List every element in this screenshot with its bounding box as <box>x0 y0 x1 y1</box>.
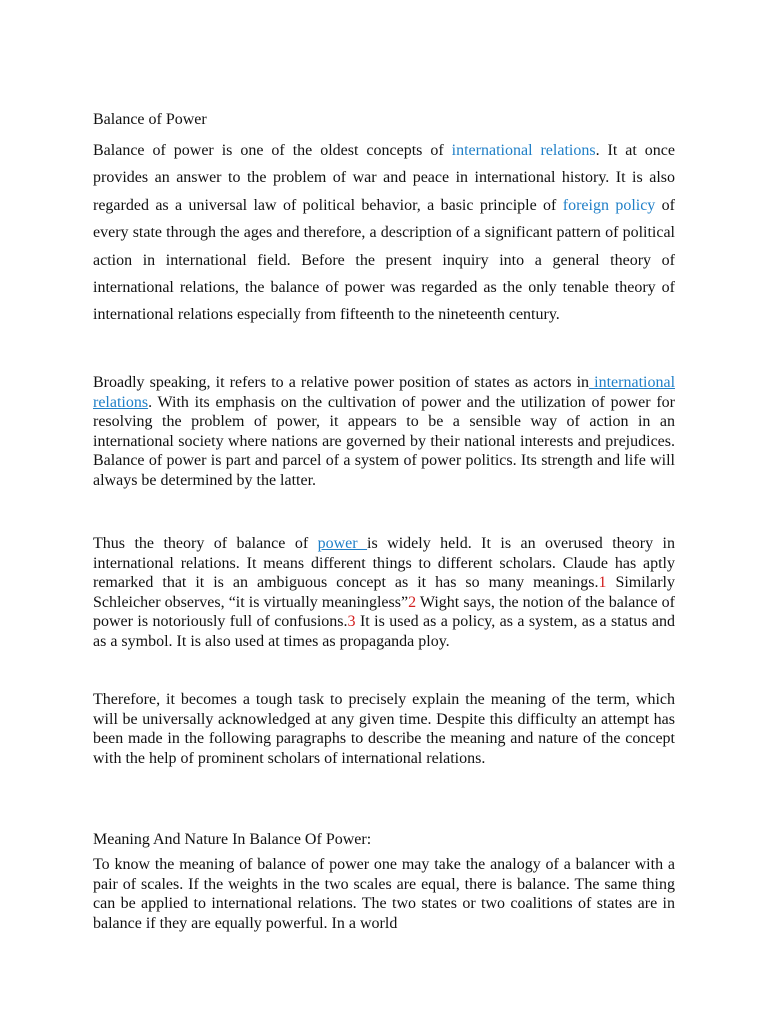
link-foreign-policy[interactable]: foreign policy <box>562 196 656 214</box>
paragraph-3-text-2: is widely held. It is an overused theory in international relations. It means different things to different scholars. Claude has aptly remarked that it is an ambiguous concept as it has so many meanings. <box>93 535 676 592</box>
paragraph-5: To know the meaning of balance of power one may take the analogy of a balancer with a pair of scales. If the weights in the two scales are equal, there is balance. The same thing can be applied to international relations. The two states or two coalitions of states are in balance if they are equally powerful. In a world <box>93 856 675 932</box>
paragraph-2 <box>93 373 675 491</box>
footnote-ref-3[interactable]: 3 <box>347 613 356 631</box>
footnote-ref-2[interactable]: 2 <box>408 593 417 611</box>
link-international-relations-1[interactable]: international relations <box>451 142 596 159</box>
paragraph-3 <box>93 534 675 652</box>
paragraph-3-text-1: Thus the theory of balance of <box>93 535 318 552</box>
paragraph-3-text-4: Wight says, the notion of the balance of power is notoriously full of confusions. <box>93 593 676 631</box>
paragraph-3-text-5: It is used as a policy, as a system, as a status and as a symbol. It is also used at times as propaganda ploy. <box>93 613 676 650</box>
paragraph-2-text-1: Broadly speaking, it refers to a relative power position of states as actors in <box>93 374 590 391</box>
footnote-ref-1[interactable]: 1 <box>598 574 607 592</box>
paragraph-3-text-3: Similarly Schleicher observes, “it is virtually meaningless” <box>93 574 676 611</box>
section-heading: Meaning And Nature In Balance Of Power: <box>93 831 372 848</box>
paragraph-2-text-2: . With its emphasis on the cultivation of power and the utilization of power for resolving the problem of power, it appears to be a sensible way of action in an international society where nations are governed by their national interests and prejudices. Balance of power is part and parcel of a system of power politics. Its strength and life will always be determined by the latter. <box>93 393 675 489</box>
paragraph-4: Therefore, it becomes a tough task to precisely explain the meaning of the term, which will be universally acknowledged at any given time. Despite this difficulty an attempt has been made in the following paragraphs to describe the meaning and nature of the concept with the help of prominent scholars of international relations. <box>93 691 675 767</box>
paragraph-1 <box>93 137 675 329</box>
link-international-relations-2[interactable]: international relations <box>93 374 676 411</box>
document-title: Balance of Power <box>93 111 207 128</box>
paragraph-1-text-1: Balance of power is one of the oldest concepts of <box>93 142 452 159</box>
paragraph-1-text-2: . It at once provides an answer to the problem of war and peace in international history. It is also regarded as a universal law of political behavior, a basic principle of <box>93 142 675 214</box>
link-power[interactable]: power <box>317 535 368 552</box>
paragraph-1-text-3: of every state through the ages and therefore, a description of a significant pattern of political action in international field. Before the present inquiry into a general theory of international relations, the balance of power was regarded as the only tenable theory of international relations especially from fifteenth to the nineteenth century. <box>93 196 676 324</box>
